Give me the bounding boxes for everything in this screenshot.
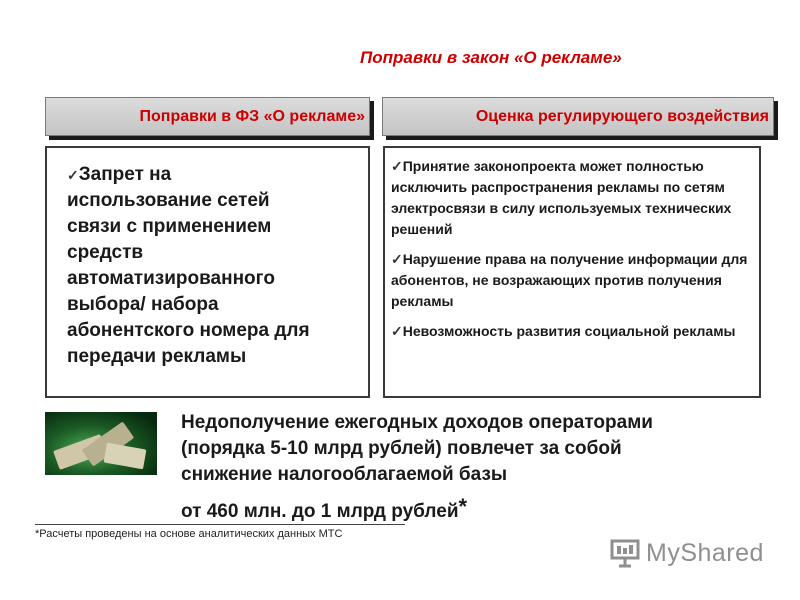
header-amendments-label: Поправки в ФЗ «О рекламе»	[139, 107, 365, 125]
checkmark-icon: ✓	[391, 158, 403, 174]
banknote-shape	[104, 443, 147, 470]
footnote-divider	[35, 524, 405, 525]
conclusion-line: снижение налогооблагаемой базы	[181, 464, 508, 485]
amendment-line: средств	[67, 242, 144, 263]
presentation-board-icon	[610, 538, 640, 568]
slide-title: Поправки в закон «О рекламе»	[360, 48, 622, 67]
checkmark-icon: ✓	[67, 167, 79, 183]
amendment-line: выбора/ набора	[67, 294, 219, 315]
amendment-first-line: ✓Запрет на	[67, 164, 172, 185]
amendment-line: автоматизированного	[67, 268, 275, 289]
impact-box	[383, 146, 761, 398]
myshared-logo[interactable]	[610, 537, 764, 569]
conclusion-line-amount: от 460 млн. до 1 млрд рублей*	[181, 494, 468, 522]
money-photo	[45, 412, 157, 475]
footnote: *Расчеты проведены на основе аналитических данных МТС	[35, 528, 343, 540]
checkmark-icon: ✓	[391, 323, 403, 339]
logo-text: MyShared	[646, 538, 764, 567]
impact-bullet: ✓Нарушение права на получение информации для абонентов, не возражающих против получения рекламы	[391, 251, 748, 309]
header-impact-assessment	[382, 97, 774, 136]
amendment-line: связи с применением	[67, 216, 272, 237]
footnote-mark: *	[458, 494, 468, 519]
impact-bullet: ✓Невозможность развития социальной рекламы	[391, 323, 736, 339]
conclusion-line: Недополучение ежегодных доходов операторами	[181, 412, 653, 433]
amendment-line: использование сетей	[67, 190, 270, 211]
impact-bullet: ✓Принятие законопроекта может полностью исключить распространения рекламы по сетям электросвязи в силу используемых технических решений	[391, 158, 732, 237]
conclusion-line: (порядка 5-10 млрд рублей) повлечет за собой	[181, 438, 622, 459]
conclusion-text	[181, 410, 761, 525]
amendment-line: передачи рекламы	[67, 346, 247, 367]
header-amendments	[45, 97, 370, 136]
checkmark-icon: ✓	[391, 251, 403, 267]
header-impact-assessment-label: Оценка регулирующего воздействия	[475, 107, 769, 125]
amendment-text	[67, 162, 358, 370]
amendment-box	[45, 146, 370, 398]
amendment-line: абонентского номера для	[67, 320, 310, 341]
